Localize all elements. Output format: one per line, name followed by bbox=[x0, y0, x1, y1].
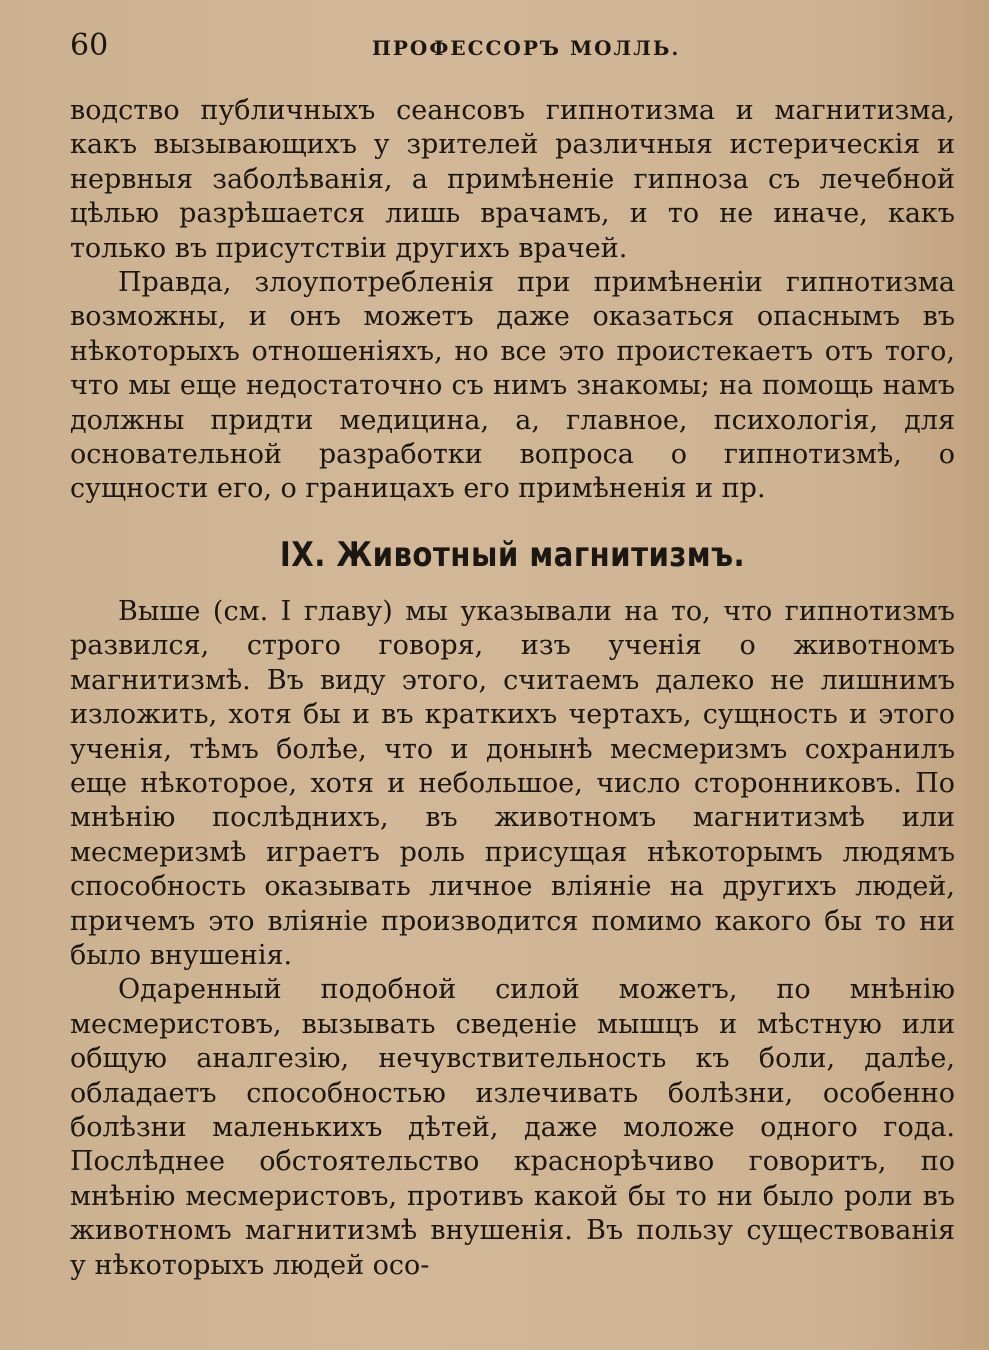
paragraph-history: Выше (см. I главу) мы указывали на то, что гипнотизмъ развился, строго говоря, изъ ученія о животномъ магнитизмѣ. Въ виду этого, считаемъ далеко не лишнимъ изложить, хотя бы и въ краткихъ чертахъ, сущность и этого ученія, тѣмъ болѣе, что и донынѣ месмеризмъ сохранилъ еще нѣкоторое, хотя и небольшое, число сторонниковъ. По мнѣнію послѣднихъ, въ животномъ магнитизмѣ или месмеризмѣ играетъ роль присущая нѣкоторымъ людямъ способность оказывать личное вліяніе на другихъ людей, причемъ это вліяніе производится помимо какого бы то ни было внушенія. bbox=[70, 595, 955, 971]
paragraph-mesmerists: Одаренный подобной силой можетъ, по мнѣнію месмеристовъ, вызывать сведеніе мышцъ и мѣстную или общую аналгезію, нечувствительность къ боли, далѣе, обладаетъ способностью излечивать болѣзни, особенно болѣзни маленькихъ дѣтей, даже моложе одного года. Послѣднее обстоятельство краснорѣчиво говоритъ, по мнѣнію месмеристовъ, противъ какой бы то ни было роли въ животномъ магнитизмѣ внушенія. Въ пользу существованія у нѣкоторыхъ людей осо- bbox=[70, 974, 955, 1281]
page-header bbox=[70, 28, 955, 68]
running-title: ПРОФЕССОРЪ МОЛЛЬ. bbox=[372, 36, 681, 60]
paragraph-abuse: Правда, злоупотребленія при примѣненіи гипнотизма возможны, и онъ можетъ даже оказаться опаснымъ въ нѣкоторыхъ отношеніяхъ, но все это проистекаетъ отъ того, что мы еще недостаточно съ нимъ знакомы; на помощь намъ должны придти медицина, а, главное, психологія, для основательной разработки вопроса о гипнотизмѣ, о сущности его, о границахъ его примѣненія и пр. bbox=[70, 267, 955, 505]
page-number: 60 bbox=[70, 28, 109, 63]
paragraph-continued: водство публичныхъ сеансовъ гипнотизма и магнитизма, какъ вызывающихъ у зрителей различныя истерическія и нервныя заболѣванія, а примѣненіе гипноза съ лечебной цѣлью разрѣшается лишь врачамъ, и то не иначе, какъ только въ присутствіи другихъ врачей. bbox=[70, 95, 955, 264]
chapter-title: IX. Животный магнитизмъ. bbox=[279, 534, 746, 575]
